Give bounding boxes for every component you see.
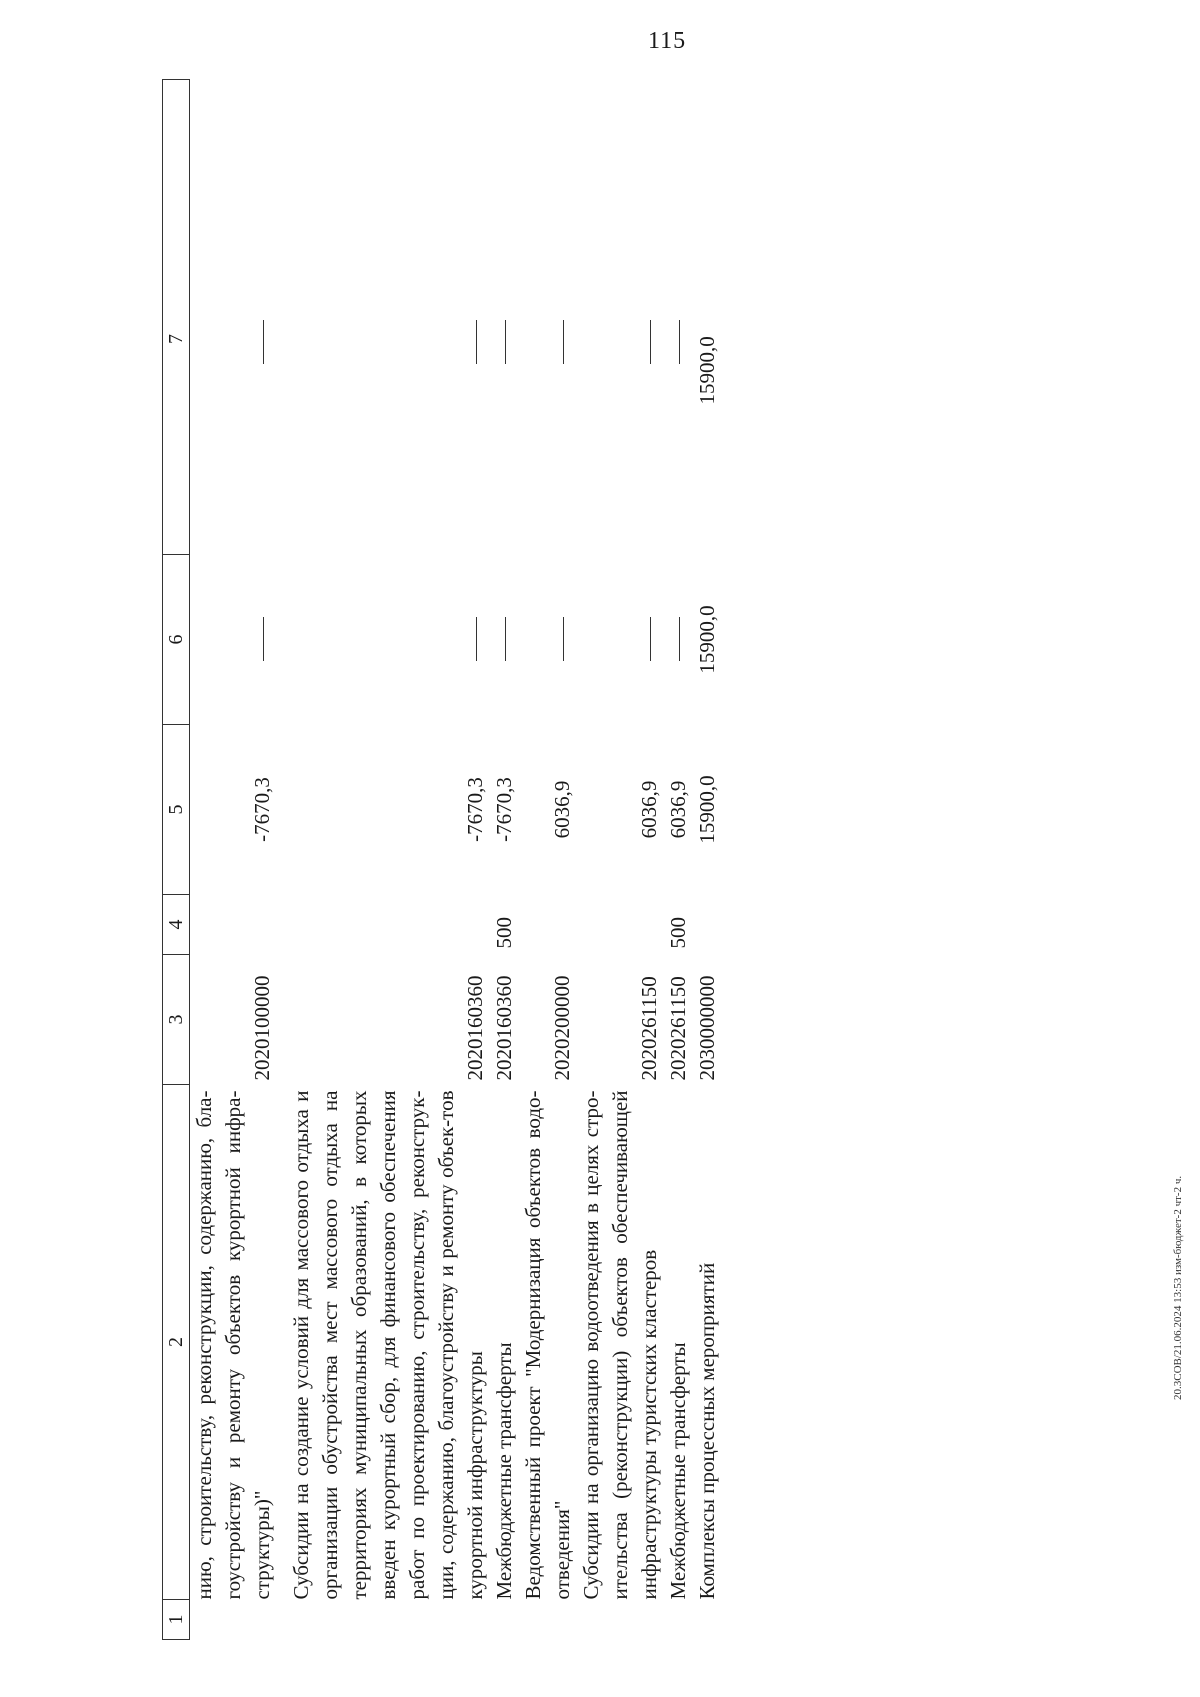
row-vr: [277, 895, 490, 955]
row-amount-col5: 6036,9: [666, 780, 690, 839]
rotated-table-container: [162, 80, 1022, 1640]
row-number-cell: [577, 1600, 664, 1640]
dash-mark: [263, 321, 265, 365]
row-amount-col6: [277, 555, 490, 725]
row-amount-col7: [190, 80, 278, 555]
dash-mark: [476, 321, 478, 365]
row-amount-col7: [519, 80, 577, 555]
dash-mark: [263, 618, 265, 662]
row-vr: [190, 895, 278, 955]
row-code: 2020160360: [463, 975, 487, 1081]
row-amount-col7: [490, 80, 519, 555]
row-description: Субсидии на создание условий для массового отдыха и организации обустройства мест массового отдыха на территориях муниципальных образований, в которых введен курортный сбор, для финансового обеспечения работ по проектированию, строительству, реконструк-ции, содержанию, благоустройству и ремонту объек-тов курортной инфраструктуры: [289, 1090, 487, 1600]
dash-mark: [476, 618, 478, 662]
row-code: 2020100000: [250, 975, 274, 1081]
budget-table: [162, 79, 722, 1640]
header-col-2: 2: [163, 1085, 190, 1600]
dash-mark: [679, 321, 681, 365]
row-vr: [519, 895, 577, 955]
header-col-1: 1: [163, 1600, 190, 1640]
row-description: Межбюджетные трансферты: [666, 1342, 690, 1600]
document-footer-code: 20.3СОВ/21.06.2024 13:53 изм-бюджет-2 чт-2 ч.: [1172, 1175, 1184, 1400]
row-number-cell: [277, 1600, 490, 1640]
row-description: Межбюджетные трансферты: [492, 1342, 516, 1600]
row-number-cell: [519, 1600, 577, 1640]
table-header-row: [163, 80, 190, 1640]
row-amount-col6: [490, 555, 519, 725]
header-col-4: 4: [163, 895, 190, 955]
header-col-5: 5: [163, 725, 190, 895]
row-amount-col7: [577, 80, 664, 555]
row-number-cell: [664, 1600, 693, 1640]
row-number-cell: [490, 1600, 519, 1640]
row-amount-col5: -7670,3: [463, 777, 487, 842]
row-amount-col7: [277, 80, 490, 555]
row-number-cell: [190, 1600, 278, 1640]
row-amount-col7: 15900,0: [695, 336, 719, 405]
dash-mark: [650, 618, 652, 662]
row-amount-col6: [664, 555, 693, 725]
dash-mark: [505, 321, 507, 365]
row-description: Комплексы процессных мероприятий: [695, 1262, 719, 1600]
row-description: Ведомственный проект "Модернизация объектов водо-отведения": [521, 1090, 574, 1600]
dash-mark: [563, 321, 565, 365]
table-row: [490, 80, 519, 1640]
row-vr: 500: [492, 917, 516, 949]
row-amount-col6: [190, 555, 278, 725]
row-amount-col5: 15900,0: [695, 775, 719, 844]
dash-mark: [650, 321, 652, 365]
header-col-6: 6: [163, 555, 190, 725]
row-amount-col5: 6036,9: [550, 780, 574, 839]
row-description: нию, строительству, реконструкции, содержанию, бла-гоустройству и ремонту объектов курортной инфра-структуры)": [192, 1090, 274, 1600]
row-code: 2020160360: [492, 975, 516, 1081]
row-amount-col6: [519, 555, 577, 725]
table-row: [577, 80, 664, 1640]
row-code: 2020261150: [666, 976, 690, 1081]
row-amount-col6: 15900,0: [695, 605, 719, 674]
dash-mark: [563, 618, 565, 662]
header-col-7: 7: [163, 80, 190, 555]
table-row: [664, 80, 693, 1640]
row-amount-col7: [664, 80, 693, 555]
table-row: [519, 80, 577, 1640]
table-row: [190, 80, 278, 1640]
page-number: 115: [648, 28, 687, 54]
table-row: [693, 80, 722, 1640]
row-vr: [693, 895, 722, 955]
row-code: 2020200000: [550, 975, 574, 1081]
table-row: [277, 80, 490, 1640]
row-amount-col5: -7670,3: [250, 777, 274, 842]
row-description: Субсидии на организацию водоотведения в целях стро-ительства (реконструкции) объектов обеспечивающей инфраструктуры туристских кластеров: [579, 1090, 661, 1600]
dash-mark: [679, 618, 681, 662]
row-code: 2020261150: [637, 976, 661, 1081]
dash-mark: [505, 618, 507, 662]
row-amount-col6: [577, 555, 664, 725]
row-vr: 500: [666, 917, 690, 949]
row-amount-col5: 6036,9: [637, 780, 661, 839]
header-col-3: 3: [163, 955, 190, 1085]
row-vr: [577, 895, 664, 955]
row-code: 2030000000: [695, 975, 719, 1081]
row-number-cell: [693, 1600, 722, 1640]
row-amount-col5: -7670,3: [492, 777, 516, 842]
